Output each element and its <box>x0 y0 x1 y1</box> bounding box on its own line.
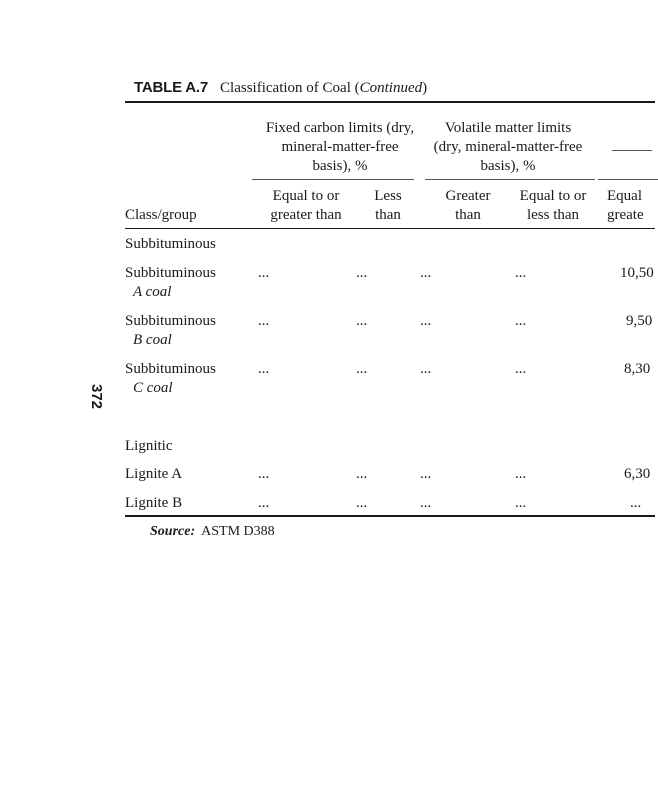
row-subbituminous-c-line-2: C coal <box>133 380 173 396</box>
fixed-carbon-header-line-2: mineral-matter-free <box>281 139 399 155</box>
table-cell: ... <box>356 265 368 281</box>
row-subbituminous-b-label <box>125 312 216 350</box>
table-cell: 8,30 <box>624 361 651 377</box>
cut-column-header-line-1: Equal <box>607 188 642 204</box>
table-source <box>150 524 275 540</box>
row-subbituminous-b-line-1: Subbituminous <box>125 313 216 329</box>
table-cell: ... <box>515 265 527 281</box>
fc-ge-header <box>256 187 356 225</box>
header-rule <box>125 228 655 229</box>
table-cell: ... <box>258 313 270 329</box>
top-rule <box>125 101 655 103</box>
cut-group-underline <box>612 150 652 151</box>
table-cell: ... <box>420 466 432 482</box>
table-cell: ... <box>420 495 432 511</box>
fc-ge-header-line-1: Equal to or <box>272 188 340 204</box>
table-label: TABLE A.7 <box>134 79 209 96</box>
table-cell: ... <box>420 313 432 329</box>
class-group-header: Class/group <box>125 207 197 223</box>
row-subbituminous-b-line-2: B coal <box>133 332 172 348</box>
table-cell: 10,50 <box>620 265 654 281</box>
table-cell: ... <box>356 466 368 482</box>
table-cell: ... <box>420 265 432 281</box>
table-cell: ... <box>258 495 270 511</box>
row-subbituminous-c-label <box>125 360 216 398</box>
fc-ge-header-line-2: greater than <box>270 207 342 223</box>
fixed-carbon-underline <box>252 179 414 180</box>
table-caption <box>134 79 427 97</box>
table-title: Classification of Coal ( <box>220 80 360 96</box>
volatile-matter-header <box>425 119 591 176</box>
table-cell: ... <box>258 265 270 281</box>
row-lignite-b-label: Lignite B <box>125 495 183 511</box>
fc-lt-header-line-1: Less <box>374 188 402 204</box>
fixed-carbon-header <box>255 119 425 176</box>
row-subbituminous-a-line-1: Subbituminous <box>125 265 216 281</box>
table-cell: ... <box>258 361 270 377</box>
vm-gt-header-line-2: than <box>455 207 481 223</box>
fixed-carbon-header-line-3: basis), % <box>312 158 368 174</box>
table-cell: ... <box>630 495 642 511</box>
cut-column-underline <box>598 179 658 180</box>
row-subbituminous-a-label <box>125 264 216 302</box>
volatile-matter-header-line-1: Volatile matter limits <box>444 120 572 136</box>
table-title-continued: Continued <box>359 80 423 96</box>
fc-lt-header <box>362 187 414 225</box>
table-cell: ... <box>515 466 527 482</box>
cut-column-header <box>607 187 644 225</box>
vm-le-header <box>508 187 598 225</box>
row-lignitic-label: Lignitic <box>125 438 173 454</box>
table-cell: ... <box>515 495 527 511</box>
table-cell: ... <box>515 313 527 329</box>
cut-column-header-line-2: greate <box>607 207 644 223</box>
bottom-rule <box>125 515 655 517</box>
fc-lt-header-line-2: than <box>375 207 401 223</box>
volatile-matter-underline <box>425 179 595 180</box>
vm-gt-header-line-1: Greater <box>445 188 491 204</box>
table-cell: ... <box>356 313 368 329</box>
table-cell: ... <box>258 466 270 482</box>
source-text: ASTM D388 <box>201 524 275 539</box>
table-cell: 9,50 <box>626 313 653 329</box>
vm-gt-header <box>437 187 499 225</box>
row-subbituminous-label: Subbituminous <box>125 236 216 252</box>
vm-le-header-line-1: Equal to or <box>519 188 587 204</box>
table-title-end: ) <box>422 80 428 96</box>
volatile-matter-header-line-3: basis), % <box>480 158 536 174</box>
vm-le-header-line-2: less than <box>526 207 580 223</box>
row-lignite-a-label: Lignite A <box>125 466 183 482</box>
row-subbituminous-c-line-1: Subbituminous <box>125 361 216 377</box>
source-label: Source: <box>150 524 196 539</box>
table-cell: ... <box>420 361 432 377</box>
table-cell: 6,30 <box>624 466 651 482</box>
table-cell: ... <box>515 361 527 377</box>
fixed-carbon-header-line-1: Fixed carbon limits (dry, <box>265 120 415 136</box>
volatile-matter-header-line-2: (dry, mineral-matter-free <box>433 139 583 155</box>
page-number: 372 <box>88 383 106 410</box>
table-cell: ... <box>356 495 368 511</box>
table-cell: ... <box>356 361 368 377</box>
row-subbituminous-a-line-2: A coal <box>133 284 172 300</box>
